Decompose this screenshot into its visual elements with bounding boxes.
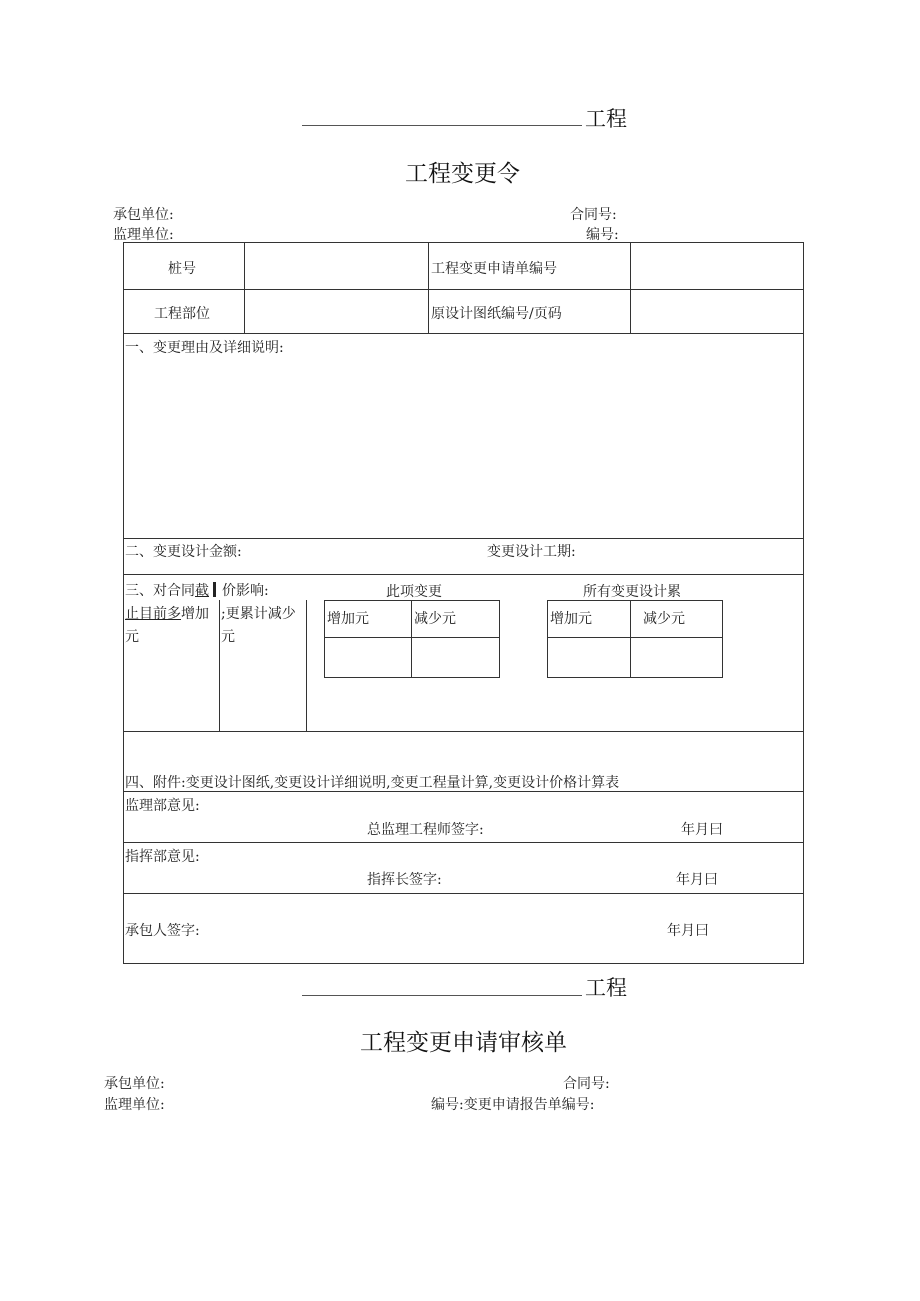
contract-no-label-2: 合同号: — [563, 1076, 610, 1092]
divider — [123, 842, 804, 843]
supervisor-label-2: 监理单位: — [104, 1097, 165, 1113]
supervision-date-label: 年月曰 — [681, 822, 723, 838]
serial-no-label-2: 编号:变更申请报告单编号: — [431, 1097, 595, 1113]
project-name-blank[interactable] — [302, 125, 582, 126]
orig-drawing-no-field[interactable] — [632, 291, 802, 332]
chief-supervisor-sign-label: 总监理工程师签字: — [367, 822, 484, 838]
divider — [547, 637, 723, 638]
this-change-label: 此项变更 — [386, 584, 442, 600]
all-increase-label: 增加元 — [550, 611, 592, 627]
project-suffix: 工程 — [585, 107, 627, 131]
divider — [630, 600, 631, 678]
section3-text-d: 止目前多 — [125, 606, 181, 622]
change-reason-field[interactable] — [125, 356, 802, 536]
contractor-label-2: 承包单位: — [104, 1076, 165, 1092]
supervisor-label: 监理单位: — [113, 227, 174, 243]
section3-line3: 元 — [125, 629, 139, 645]
command-date-label: 年月曰 — [676, 872, 718, 888]
supervision-opinion-label: 监理部意见: — [125, 798, 200, 814]
page-title-2: 工程变更申请审核单 — [360, 1030, 567, 1056]
contractor-label: 承包单位: — [113, 207, 174, 223]
section3-text-c: 价影响: — [222, 583, 269, 599]
this-increase-label: 增加元 — [327, 611, 369, 627]
divider — [123, 538, 804, 539]
section2-amount-label: 二、变更设计金额: — [125, 544, 242, 560]
serial-no-label: 编号: — [586, 227, 619, 243]
contractor-date-label: 年月曰 — [667, 923, 709, 939]
all-increase-field[interactable] — [549, 639, 629, 676]
section3-text-b: 截 — [195, 583, 209, 599]
section4-label: 四、附件:变更设计图纸,变更设计详细说明,变更工程量计算,变更设计价格计算表 — [125, 775, 620, 791]
section3-line2 — [125, 603, 209, 623]
section3-text-a: 三、对合同 — [125, 583, 195, 599]
stake-no-label: 桩号 — [168, 261, 196, 277]
section3-line1 — [125, 580, 269, 600]
divider — [123, 731, 804, 732]
section1-label: 一、变更理由及详细说明: — [125, 340, 284, 356]
change-request-no-field[interactable] — [632, 244, 802, 288]
this-decrease-field[interactable] — [413, 639, 498, 676]
section2-period-label: 变更设计工期: — [487, 544, 576, 560]
project-suffix-2: 工程 — [585, 976, 627, 1000]
contractor-sign-label: 承包人签字: — [125, 923, 200, 939]
divider — [123, 574, 804, 575]
divider — [219, 600, 220, 731]
command-opinion-label: 指挥部意见: — [125, 849, 200, 865]
section3-col2-line2: 元 — [221, 629, 235, 645]
section3-col2-line1: ;更累计减少 — [221, 606, 296, 622]
divider — [123, 333, 804, 334]
divider — [123, 791, 804, 792]
section3-text-e: 增加 — [181, 606, 209, 622]
all-decrease-field[interactable] — [632, 639, 721, 676]
change-request-no-label: 工程变更申请单编号 — [431, 261, 557, 277]
all-decrease-label: 减少元 — [643, 611, 685, 627]
divider — [123, 289, 804, 290]
page-title: 工程变更令 — [405, 161, 520, 187]
this-increase-field[interactable] — [326, 639, 410, 676]
divider — [123, 893, 804, 894]
divider — [411, 600, 412, 678]
commander-sign-label: 指挥长签字: — [367, 872, 442, 888]
divider — [324, 637, 500, 638]
divider — [630, 242, 631, 334]
project-part-label: 工程部位 — [154, 306, 210, 322]
section3-bar — [213, 582, 216, 597]
divider — [306, 600, 307, 731]
divider — [244, 242, 245, 334]
project-part-field[interactable] — [246, 291, 426, 332]
project-name-blank-2[interactable] — [302, 995, 582, 996]
divider — [428, 242, 429, 334]
orig-drawing-no-label: 原设计图纸编号/页码 — [431, 306, 562, 322]
all-changes-label: 所有变更设计累 — [583, 584, 681, 600]
contract-no-label: 合同号: — [570, 207, 617, 223]
this-decrease-label: 减少元 — [414, 611, 456, 627]
stake-no-field[interactable] — [246, 244, 426, 288]
